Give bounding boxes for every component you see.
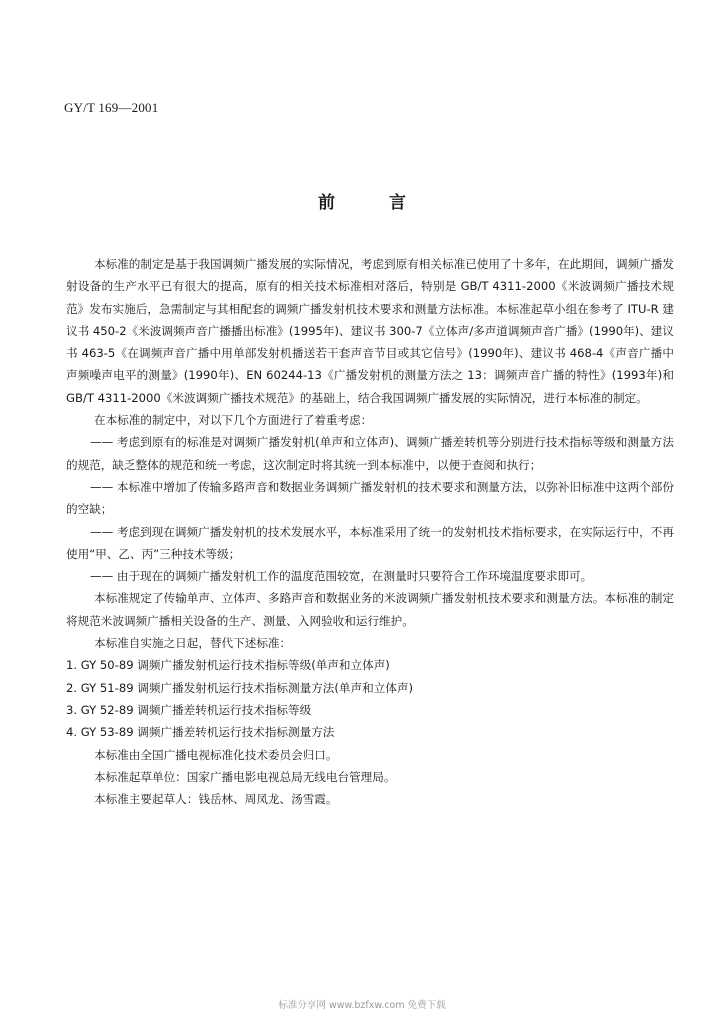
paragraph-scope: 本标准规定了传输单声、立体声、多路声音和数据业务的米波调频广播发射机技术要求和测量方法。本标准的制定将规范米波调频广播相关设备的生产、测量、入网验收和运行维护。 <box>66 591 674 628</box>
closing-line: 本标准起草单位：国家广播电影电视总局无线电台管理局。 <box>94 769 396 784</box>
paragraph-replaces-intro: 本标准自实施之日起，替代下述标准： <box>94 636 292 651</box>
replaced-standard-item: 2. GY 51-89 调频广播发射机运行技术指标测量方法(单声和立体声) <box>66 680 413 695</box>
replaced-standard-item: 1. GY 50-89 调频广播发射机运行技术指标等级(单声和立体声) <box>66 658 390 673</box>
standard-code: GY/T 169—2001 <box>64 100 159 115</box>
closing-line: 本标准主要起草人：钱岳林、周凤龙、汤雪霞。 <box>94 792 338 807</box>
consideration-item: —— 考虑到原有的标准是对调频广播发射机(单声和立体声)、调频广播差转机等分别进行技术指标等级和测量方法的规范，缺乏整体的规范和统一考虑，这次制定时将其统一到本标准中，以便于查阅和执行； <box>66 435 674 472</box>
replaced-standard-item: 4. GY 53-89 调频广播差转机运行技术指标测量方法 <box>66 725 335 740</box>
consideration-item: —— 由于现在的调频广播发射机工作的温度范围较宽，在测量时只要符合工作环境温度要求即可。 <box>90 569 593 584</box>
paragraph-background: 本标准的制定是基于我国调频广播发展的实际情况，考虑到原有相关标准已使用了十多年，在此期间，调频广播发射设备的生产水平已有很大的提高，原有的相关技术标准相对落后，特别是 GB/T 4311-2000《米波调频广播技术规范》发布实施后，急需制定与其相配套的调频广播发射机技术要求和测量方法标准。本标准起草小组在参考了 ITU-R 建议书 450-2《米波调频声音广播播出标准》(1995年)、建议书 300-7《立体声/多声道调频声音广播》(1990年)、建议书 463-5《在调频声音广播中用单部发射机播送若干套声音节目或其它信号》(1990年)、建议书 468-4《声音广播中声频噪声电平的测量》(1990年)、EN 60244-13《广播发射机的测量方法之 13：调频声音广播的特性》(1993年)和 GB/T 4311-2000《米波调频广播技术规范》的基础上，结合我国调频广播发展的实际情况，进行本标准的制定。 <box>66 257 674 405</box>
page-title: 前 言 <box>318 193 430 213</box>
consideration-item: —— 本标准中增加了传输多路声音和数据业务调频广播发射机的技术要求和测量方法，以弥补旧标准中这两个部份的空缺； <box>66 479 674 517</box>
consideration-item: —— 考虑到现在调频广播发射机的技术发展水平，本标准采用了统一的发射机技术指标要求，在实际运行中，不再使用“甲、乙、丙”三种技术等级； <box>66 524 674 561</box>
paragraph-considerations-intro: 在本标准的制定中，对以下几个方面进行了着重考虑： <box>94 413 373 428</box>
footer-watermark: 标准分享网 www.bzfxw.com 免费下载 <box>278 1000 446 1011</box>
replaced-standard-item: 3. GY 52-89 调频广播差转机运行技术指标等级 <box>66 702 312 717</box>
closing-line: 本标准由全国广播电视标准化技术委员会归口。 <box>94 747 338 762</box>
foreword-body <box>66 253 674 810</box>
